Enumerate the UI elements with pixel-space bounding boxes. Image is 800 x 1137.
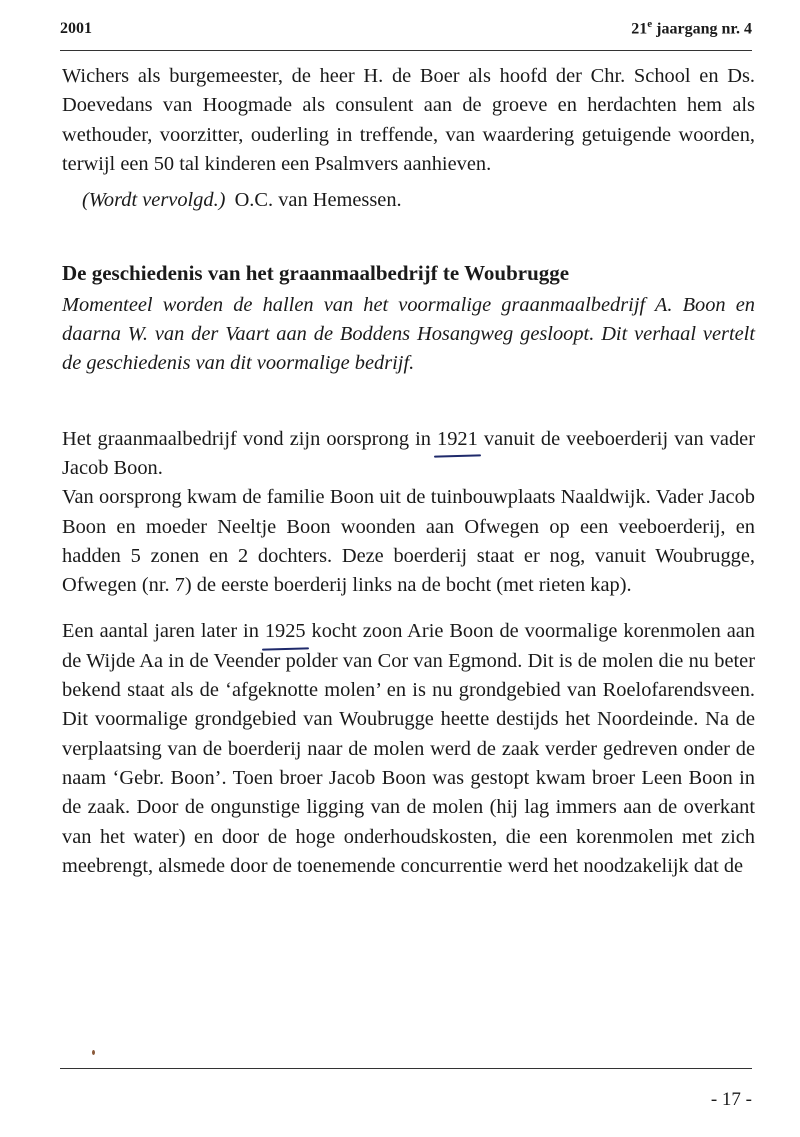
header-issue: 21e jaargang nr. 4 <box>631 18 752 38</box>
page-body <box>62 62 755 881</box>
continued-paragraph: Wichers als burgemeester, de heer H. de Boer als hoofd der Chr. School en Ds. Doevedans van Hoogmade als consulent aan de groeve en herdachten hem als wethouder, voorzitter, ouderling in treffende, van waardering getuigende woorden, terwijl een 50 tal kinderen een Psalmvers aanhieven. <box>62 65 755 175</box>
header-rule <box>60 50 752 51</box>
footer-rule <box>60 1068 752 1069</box>
author-name: O.C. van Hemessen. <box>234 189 402 212</box>
page-number: - 17 - <box>710 1089 752 1110</box>
article-title: De geschiedenis van het graanmaalbedrijf te Woubrugge <box>62 261 570 286</box>
signature-line <box>82 186 755 215</box>
article-paragraph-1: Het graanmaalbedrijf vond zijn oorsprong in 1921 vanuit de veeboerderij van vader Jacob Boon. <box>62 425 755 484</box>
page-header <box>60 18 752 38</box>
article-paragraph-2: Van oorsprong kwam de familie Boon uit de tuinbouwplaats Naaldwijk. Vader Jacob Boon en moeder Neeltje Boon woonden aan Ofwegen op een veeboerderij, en hadden 5 zonen en 2 dochters. Deze boerderij staat er nog, vanuit Woubrugge, Ofwegen (nr. 7) de eerste boerderij links na de bocht (met rieten kap). <box>62 486 755 597</box>
year-1925-underlined: 1925 <box>265 617 306 646</box>
header-year: 2001 <box>60 20 92 38</box>
article-intro: Momenteel worden de hallen van het voormalige graanmaalbedrijf A. Boon en daarna W. van der Vaart aan de Boddens Hosangweg gesloopt. Dit verhaal vertelt de geschiedenis van dit voormalige bedrijf. <box>62 293 755 375</box>
continued-note: (Wordt vervolgd.) <box>82 189 226 212</box>
year-1921-underlined: 1921 <box>437 425 478 454</box>
ink-mark <box>92 1050 95 1055</box>
article-paragraph-3: Een aantal jaren later in 1925 kocht zoon Arie Boon de voormalige korenmolen aan de Wijde Aa in de Veender polder van Cor van Egmond. Dit is de molen die nu beter bekend staat als de ‘afgeknotte molen’ en is nu grondgebied van Roelofarendsveen. Dit voormalige grondgebied van Woubrugge heette destijds het Noordeinde. Na de verplaatsing van de boerderij naar de molen werd de zaak verder gedreven onder de naam ‘Gebr. Boon’. Toen broer Jacob Boon was gestopt kwam broer Leen Boon in de zaak. Door de ongunstige ligging van de molen (hij lag immers aan de overkant van het water) en door de hoge onderhoudskosten, die een korenmolen met zich meebrengt, alsmede door de toenemende concurrentie werd het noodzakelijk dat de <box>62 617 755 881</box>
